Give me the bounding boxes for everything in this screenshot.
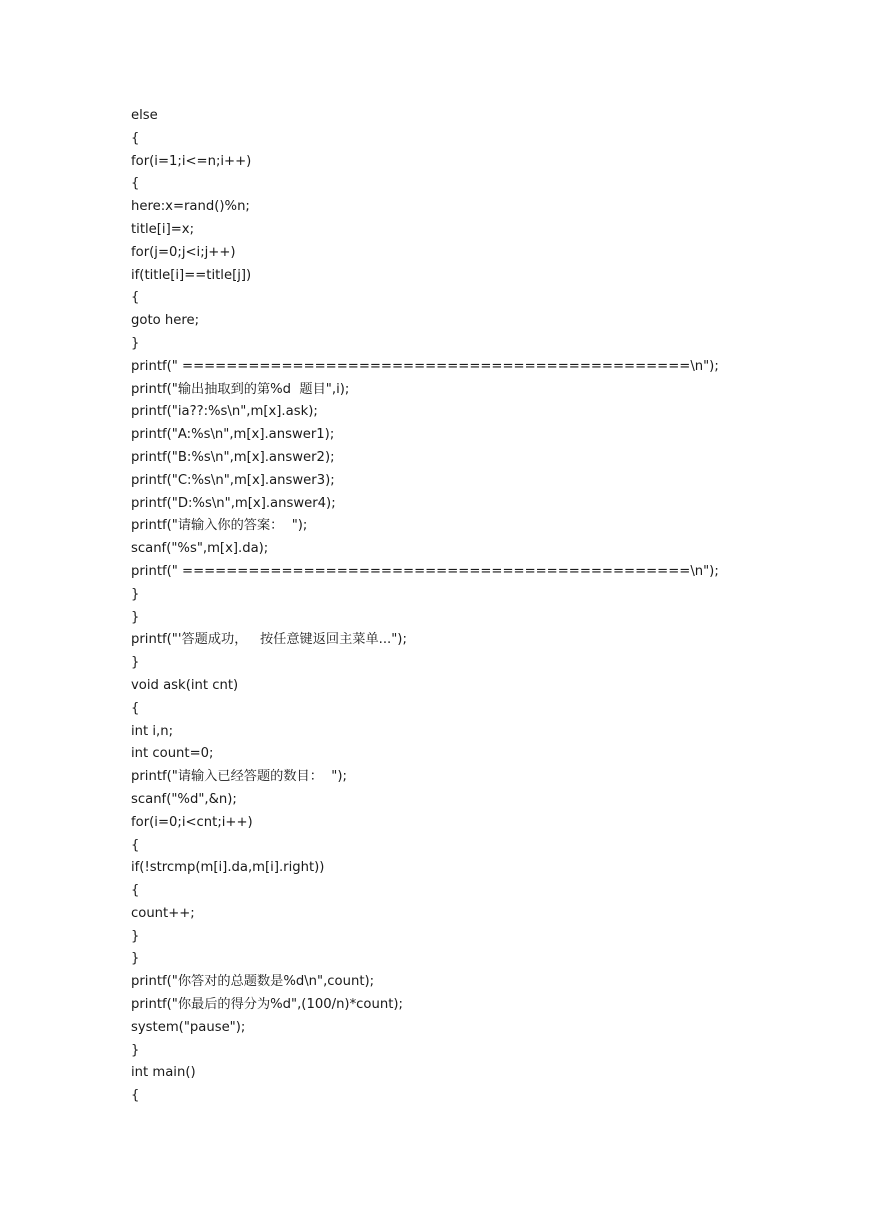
code-line-close-brace: }	[131, 655, 140, 671]
code-line-printf-answer-b: printf("B:%s\n",m[x].answer2);	[131, 449, 335, 465]
code-line-for-cnt: for(i=0;i<cnt;i++)	[131, 814, 253, 830]
code-line-printf-answer-a: printf("A:%s\n",m[x].answer1);	[131, 427, 335, 443]
code-line-count-increment: count++;	[131, 905, 195, 921]
code-line-close-brace: }	[131, 1042, 140, 1058]
code-line-printf-question-number: printf("输出抽取到的第%d 题目",i);	[131, 381, 350, 397]
code-line-printf-prompt-count: printf("请输入已经答题的数目： ");	[131, 769, 347, 785]
code-line-open-brace: {	[131, 1088, 140, 1104]
code-line-scanf-n: scanf("%d",&n);	[131, 791, 237, 807]
code-line-open-brace: {	[131, 837, 140, 853]
code-line-close-brace: }	[131, 951, 140, 967]
code-line-close-brace: }	[131, 335, 140, 351]
code-line-open-brace: {	[131, 290, 140, 306]
code-line-close-brace: }	[131, 609, 140, 625]
code-line-title-assign: title[i]=x;	[131, 221, 195, 237]
code-line-if-title: if(title[i]==title[j])	[131, 267, 252, 283]
code-line-printf-success: printf("'答题成功， 按任意键返回主菜单...");	[131, 632, 407, 648]
code-listing	[131, 105, 831, 1108]
code-line-else: else	[131, 108, 158, 123]
code-line-void-ask: void ask(int cnt)	[131, 677, 239, 693]
code-line-printf-separator: printf(" ==============================================\n");	[131, 563, 719, 579]
code-line-open-brace: {	[131, 130, 140, 146]
code-line-scanf-da: scanf("%s",m[x].da);	[131, 541, 269, 557]
code-line-printf-final-score: printf("你最后的得分为%d",(100/n)*count);	[131, 997, 403, 1013]
code-line-open-brace: {	[131, 700, 140, 716]
code-line-for-i: for(i=1;i<=n;i++)	[131, 153, 252, 169]
code-line-printf-total-correct: printf("你答对的总题数是%d\n",count);	[131, 974, 375, 990]
code-line-printf-answer-c: printf("C:%s\n",m[x].answer3);	[131, 472, 335, 488]
code-line-printf-answer-d: printf("D:%s\n",m[x].answer4);	[131, 495, 336, 511]
code-line-close-brace: }	[131, 586, 140, 602]
code-line-system-pause: system("pause");	[131, 1019, 246, 1035]
code-line-int-main: int main()	[131, 1065, 196, 1081]
code-line-int-i-n: int i,n;	[131, 723, 174, 739]
code-line-printf-ask: printf("ia??:%s\n",m[x].ask);	[131, 404, 318, 420]
code-line-close-brace: }	[131, 928, 140, 944]
code-line-goto: goto here;	[131, 313, 200, 329]
code-line-here-label: here:x=rand()%n;	[131, 199, 250, 215]
code-line-if-strcmp: if(!strcmp(m[i].da,m[i].right))	[131, 860, 325, 876]
code-line-open-brace: {	[131, 176, 140, 192]
code-line-int-count: int count=0;	[131, 746, 214, 762]
code-line-printf-separator: printf(" ==============================================\n");	[131, 358, 719, 374]
code-line-open-brace: {	[131, 883, 140, 899]
code-line-printf-prompt-answer: printf("请输入你的答案： ");	[131, 518, 308, 534]
code-line-for-j: for(j=0;j<i;j++)	[131, 244, 236, 260]
